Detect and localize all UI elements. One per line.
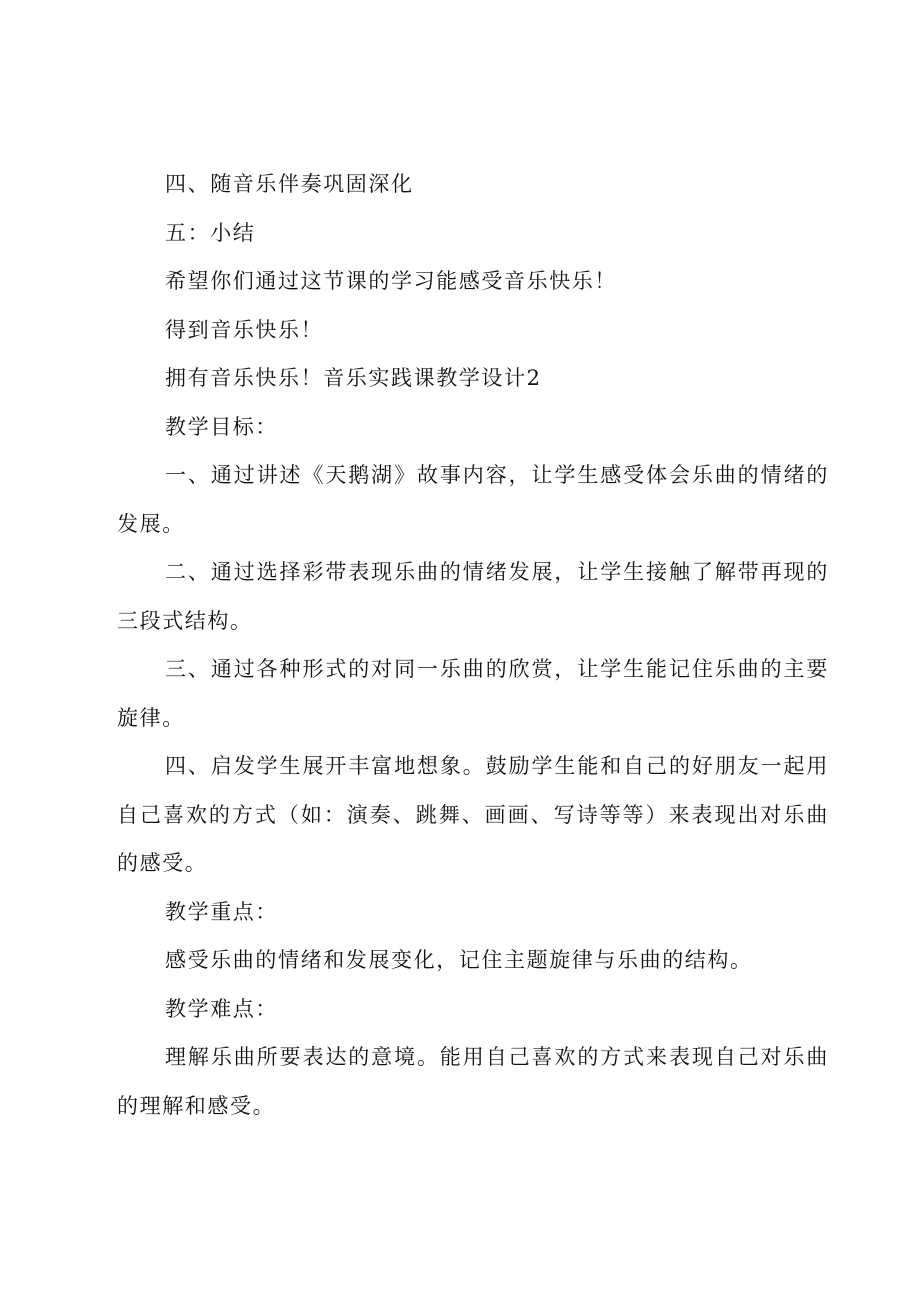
paragraph-summary-heading: 五：小结 bbox=[165, 220, 256, 245]
document-body bbox=[117, 160, 829, 1130]
paragraph-difficulties-heading: 教学难点： bbox=[165, 996, 278, 1021]
paragraph-have-joy-title: 拥有音乐快乐！音乐实践课教学设计2 bbox=[165, 366, 542, 390]
paragraph-section-four-heading: 四、随音乐伴奏巩固深化 bbox=[165, 172, 414, 196]
paragraph-goal-four: 四、启发学生展开丰富地想象。鼓励学生能和自己的好朋友一起用自己喜欢的方式（如：演奏、跳舞、画画、写诗等等）来表现出对乐曲的感受。 bbox=[117, 754, 829, 875]
paragraph-goal-three: 三、通过各种形式的对同一乐曲的欣赏，让学生能记住乐曲的主要旋律。 bbox=[117, 657, 829, 730]
paragraph-key-points: 感受乐曲的情绪和发展变化，记住主题旋律与乐曲的结构。 bbox=[165, 948, 753, 972]
paragraph-goal-two: 二、通过选择彩带表现乐曲的情绪发展，让学生接触了解带再现的三段式结构。 bbox=[117, 560, 829, 633]
paragraph-difficulties: 理解乐曲所要表达的意境。能用自己喜欢的方式来表现自己对乐曲的理解和感受。 bbox=[117, 1045, 829, 1118]
paragraph-get-joy: 得到音乐快乐！ bbox=[165, 317, 324, 342]
paragraph-teaching-goals-heading: 教学目标： bbox=[165, 414, 278, 439]
paragraph-hope: 希望你们通过这节课的学习能感受音乐快乐！ bbox=[165, 269, 617, 293]
paragraph-key-points-heading: 教学重点： bbox=[165, 899, 278, 924]
paragraph-goal-one: 一、通过讲述《天鹅湖》故事内容，让学生感受体会乐曲的情绪的发展。 bbox=[117, 463, 829, 536]
